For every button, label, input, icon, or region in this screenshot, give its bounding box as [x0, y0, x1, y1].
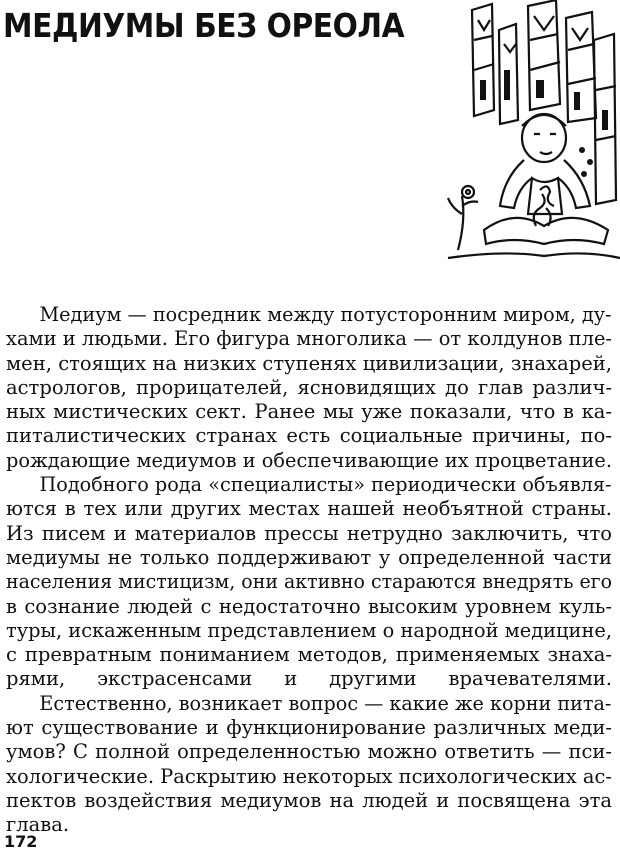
text-line: Естественно, возникает вопрос — какие же корни пита-: [39, 691, 612, 715]
text-line: глава.: [6, 813, 70, 837]
text-line: рождающие медиумов и обеспечивающие их процветание.: [6, 448, 612, 472]
text-line: питалистических странах есть социальные причины, по-: [6, 424, 612, 448]
text-line: пектов воздействия медиумов на людей и посвящена эта: [6, 788, 612, 812]
text-line: Медиум — посредник между потусторонним миром, ду-: [39, 303, 612, 326]
text-line: хологические. Раскрытию некоторых психологических ас-: [6, 764, 612, 788]
text-line: рями, экстрасенсами и другими врачевателями.: [6, 667, 612, 691]
text-line: ются в тех или других местах нашей необъятной страны.: [6, 497, 612, 521]
text-line: умов? С полной определенностью можно ответить — пси-: [6, 740, 612, 764]
body-text: [6, 303, 612, 838]
page-number: 172: [4, 832, 38, 851]
text-line: ют существование и функционирование различных меди-: [6, 716, 612, 740]
seated-shaman-woodcut-icon: [444, 0, 620, 262]
chapter-title: МЕДИУМЫ БЕЗ ОРЕОЛА: [3, 6, 405, 45]
text-line: Из писем и материалов прессы нетрудно заключить, что: [6, 521, 612, 545]
text-line: туры, искаженным представлением о народной медицине,: [6, 618, 612, 642]
text-line: астрологов, прорицателей, ясновидящих до глав различ-: [6, 375, 612, 399]
text-line: с превратным пониманием методов, применяемых знаха-: [6, 643, 612, 667]
paragraph: [6, 303, 612, 473]
text-line: Подобного рода «специалисты» периодически объявля-: [39, 473, 612, 497]
text-line: медиумы не только поддерживают у определенной части: [6, 545, 612, 569]
text-line: ных мистических сект. Ранее мы уже показали, что в ка-: [6, 400, 612, 424]
paragraph: [6, 692, 612, 838]
text-line: мен, стоящих на низких ступенях цивилизации, знахарей,: [6, 351, 612, 375]
text-line: в сознание людей с недостаточно высоким уровнем куль-: [6, 594, 612, 618]
text-line: населения мистицизм, они активно стараются внедрять его: [6, 570, 612, 594]
text-line: хами и людьми. Его фигура многолика — от колдунов пле-: [6, 327, 612, 351]
paragraph: [6, 473, 612, 692]
